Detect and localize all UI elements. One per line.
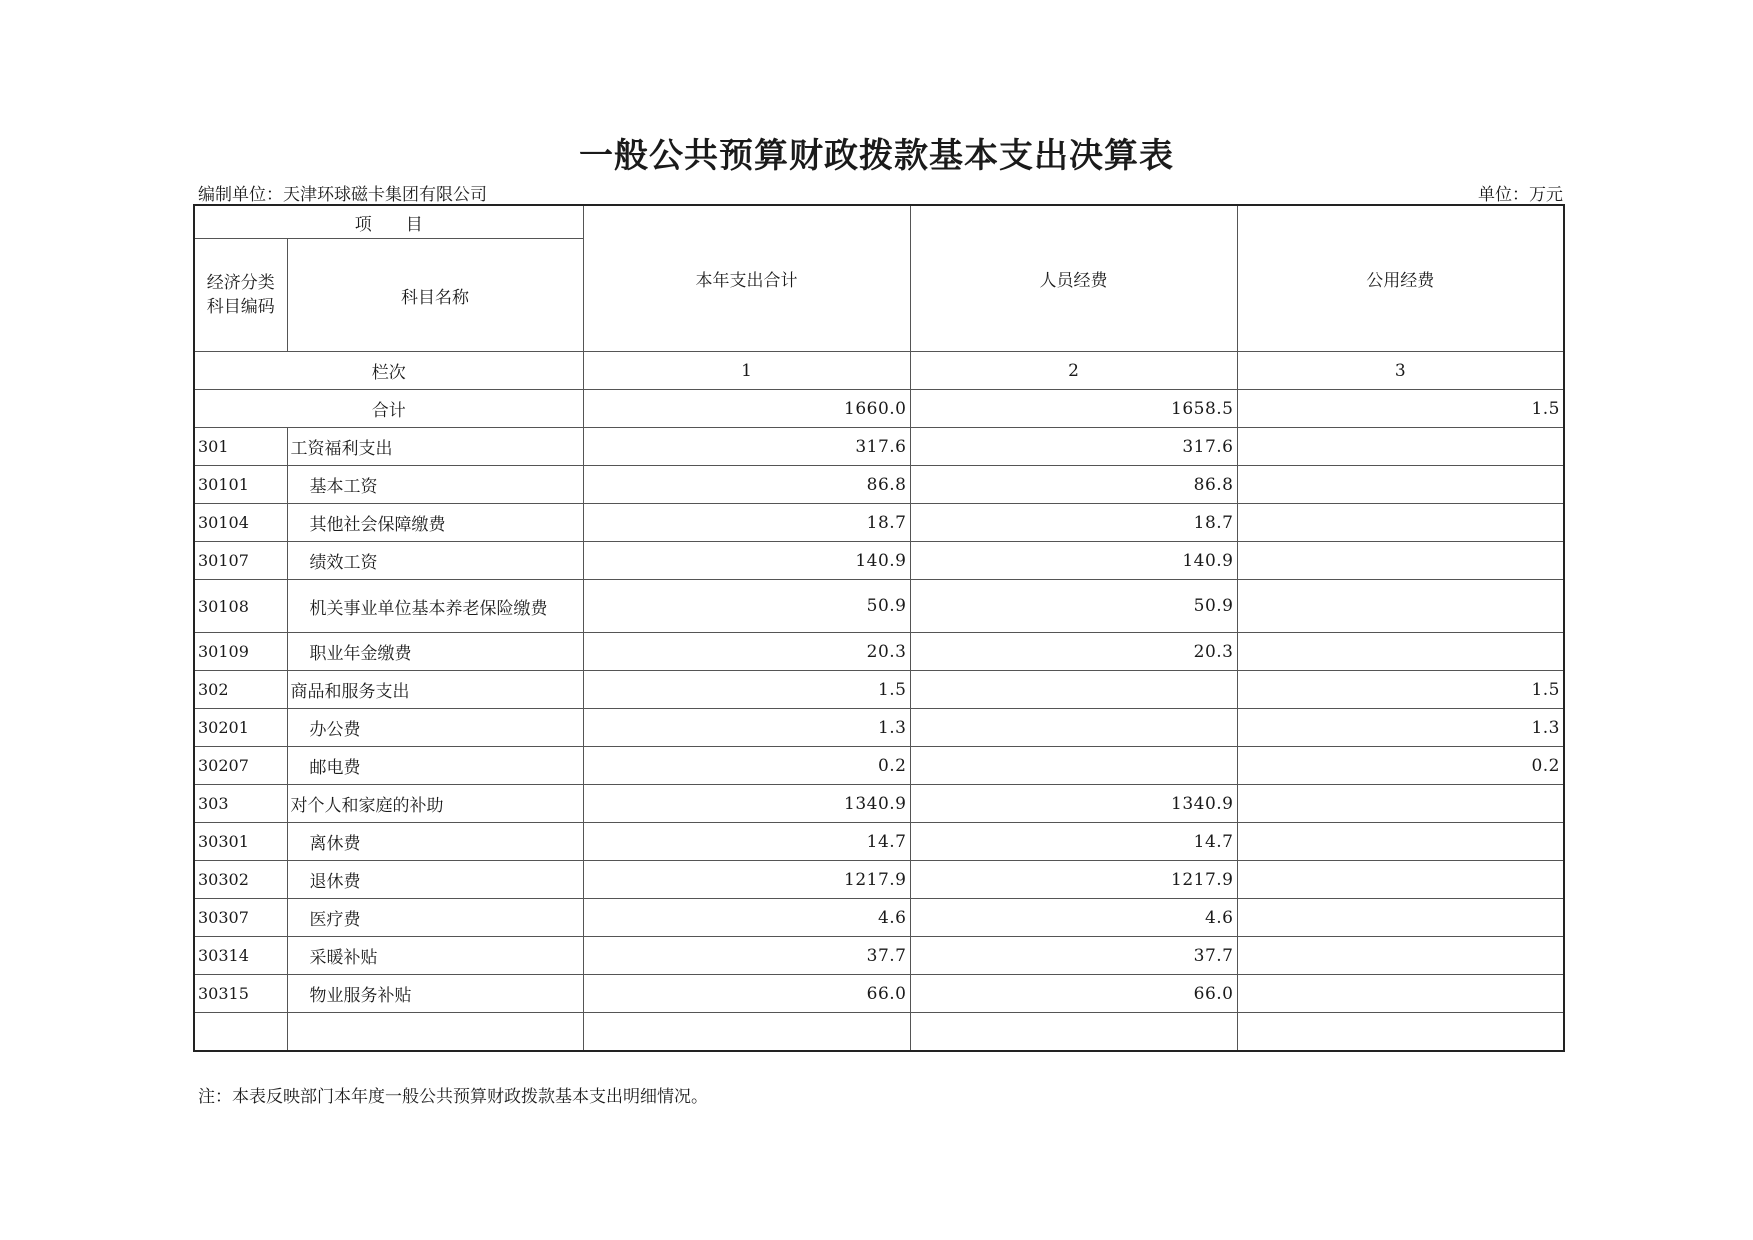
report-title: 一般公共预算财政拨款基本支出决算表 xyxy=(579,136,1174,176)
table-row xyxy=(194,633,1564,671)
row-personnel: 317.6 xyxy=(910,428,1237,466)
row-name: 离休费 xyxy=(287,823,583,861)
row-personnel: 4.6 xyxy=(910,899,1237,937)
currency-unit: 单位：万元 xyxy=(1478,185,1563,205)
row-code: 30109 xyxy=(194,633,287,671)
row-personnel: 50.9 xyxy=(910,580,1237,633)
row-code: 30302 xyxy=(194,861,287,899)
index-1: 1 xyxy=(583,352,910,390)
table-row xyxy=(194,975,1564,1013)
row-total: 18.7 xyxy=(583,504,910,542)
row-code: 30201 xyxy=(194,709,287,747)
table-row xyxy=(194,580,1564,633)
row-personnel xyxy=(910,747,1237,785)
row-code: 30108 xyxy=(194,580,287,633)
row-public xyxy=(1237,580,1564,633)
table-row xyxy=(194,466,1564,504)
empty-cell xyxy=(910,1013,1237,1052)
row-code: 30315 xyxy=(194,975,287,1013)
row-total: 140.9 xyxy=(583,542,910,580)
table-row xyxy=(194,428,1564,466)
row-total: 50.9 xyxy=(583,580,910,633)
row-name: 办公费 xyxy=(287,709,583,747)
row-total: 1340.9 xyxy=(583,785,910,823)
table-row xyxy=(194,709,1564,747)
row-public xyxy=(1237,785,1564,823)
empty-cell xyxy=(1237,1013,1564,1052)
row-code: 303 xyxy=(194,785,287,823)
row-personnel: 37.7 xyxy=(910,937,1237,975)
row-name: 基本工资 xyxy=(287,466,583,504)
row-total: 37.7 xyxy=(583,937,910,975)
table-row xyxy=(194,861,1564,899)
row-code: 30104 xyxy=(194,504,287,542)
header-total: 本年支出合计 xyxy=(583,205,910,352)
row-code: 30301 xyxy=(194,823,287,861)
row-public xyxy=(1237,542,1564,580)
row-total: 66.0 xyxy=(583,975,910,1013)
row-public xyxy=(1237,504,1564,542)
row-public xyxy=(1237,466,1564,504)
table-row xyxy=(194,937,1564,975)
row-personnel: 66.0 xyxy=(910,975,1237,1013)
row-total: 20.3 xyxy=(583,633,910,671)
budget-table xyxy=(193,204,1565,1052)
empty-cell xyxy=(287,1013,583,1052)
row-code: 30107 xyxy=(194,542,287,580)
row-name: 采暖补贴 xyxy=(287,937,583,975)
table-row xyxy=(194,899,1564,937)
row-total: 317.6 xyxy=(583,428,910,466)
row-personnel: 14.7 xyxy=(910,823,1237,861)
row-name: 绩效工资 xyxy=(287,542,583,580)
row-total: 0.2 xyxy=(583,747,910,785)
row-total: 14.7 xyxy=(583,823,910,861)
total-personnel: 1658.5 xyxy=(910,390,1237,428)
header-item: 项 目 xyxy=(194,205,583,239)
row-name: 商品和服务支出 xyxy=(287,671,583,709)
row-public xyxy=(1237,937,1564,975)
row-personnel: 20.3 xyxy=(910,633,1237,671)
row-public xyxy=(1237,633,1564,671)
row-public xyxy=(1237,861,1564,899)
row-personnel xyxy=(910,671,1237,709)
empty-row xyxy=(194,1013,1564,1052)
row-public xyxy=(1237,975,1564,1013)
empty-cell xyxy=(194,1013,287,1052)
row-public xyxy=(1237,899,1564,937)
row-public xyxy=(1237,823,1564,861)
row-total: 4.6 xyxy=(583,899,910,937)
row-total: 1.3 xyxy=(583,709,910,747)
row-public: 1.5 xyxy=(1237,671,1564,709)
row-public: 0.2 xyxy=(1237,747,1564,785)
row-code: 301 xyxy=(194,428,287,466)
row-name: 医疗费 xyxy=(287,899,583,937)
row-name: 职业年金缴费 xyxy=(287,633,583,671)
row-personnel: 140.9 xyxy=(910,542,1237,580)
index-label: 栏次 xyxy=(194,352,583,390)
row-code: 30314 xyxy=(194,937,287,975)
table-row xyxy=(194,747,1564,785)
row-name: 机关事业单位基本养老保险缴费 xyxy=(287,580,583,633)
footnote: 注：本表反映部门本年度一般公共预算财政拨款基本支出明细情况。 xyxy=(198,1087,708,1107)
row-code: 30307 xyxy=(194,899,287,937)
compiling-unit: 编制单位：天津环球磁卡集团有限公司 xyxy=(198,185,487,205)
row-personnel: 1340.9 xyxy=(910,785,1237,823)
row-public xyxy=(1237,428,1564,466)
total-label: 合计 xyxy=(194,390,583,428)
header-row-1 xyxy=(194,205,1564,239)
table-row xyxy=(194,504,1564,542)
row-personnel xyxy=(910,709,1237,747)
row-name: 对个人和家庭的补助 xyxy=(287,785,583,823)
index-2: 2 xyxy=(910,352,1237,390)
header-public: 公用经费 xyxy=(1237,205,1564,352)
row-total: 1.5 xyxy=(583,671,910,709)
row-code: 30101 xyxy=(194,466,287,504)
table-row xyxy=(194,785,1564,823)
row-code: 30207 xyxy=(194,747,287,785)
row-public: 1.3 xyxy=(1237,709,1564,747)
row-name: 工资福利支出 xyxy=(287,428,583,466)
table-row xyxy=(194,671,1564,709)
row-total: 1217.9 xyxy=(583,861,910,899)
row-name: 其他社会保障缴费 xyxy=(287,504,583,542)
header-name: 科目名称 xyxy=(287,239,583,352)
row-personnel: 86.8 xyxy=(910,466,1237,504)
row-total: 86.8 xyxy=(583,466,910,504)
row-code: 302 xyxy=(194,671,287,709)
index-3: 3 xyxy=(1237,352,1564,390)
row-name: 物业服务补贴 xyxy=(287,975,583,1013)
table-row xyxy=(194,823,1564,861)
row-name: 退休费 xyxy=(287,861,583,899)
row-personnel: 1217.9 xyxy=(910,861,1237,899)
row-name: 邮电费 xyxy=(287,747,583,785)
header-personnel: 人员经费 xyxy=(910,205,1237,352)
index-row xyxy=(194,352,1564,390)
header-code: 经济分类 科目编码 xyxy=(194,239,287,352)
empty-cell xyxy=(583,1013,910,1052)
total-public: 1.5 xyxy=(1237,390,1564,428)
table-row xyxy=(194,542,1564,580)
row-personnel: 18.7 xyxy=(910,504,1237,542)
total-sum: 1660.0 xyxy=(583,390,910,428)
total-row xyxy=(194,390,1564,428)
